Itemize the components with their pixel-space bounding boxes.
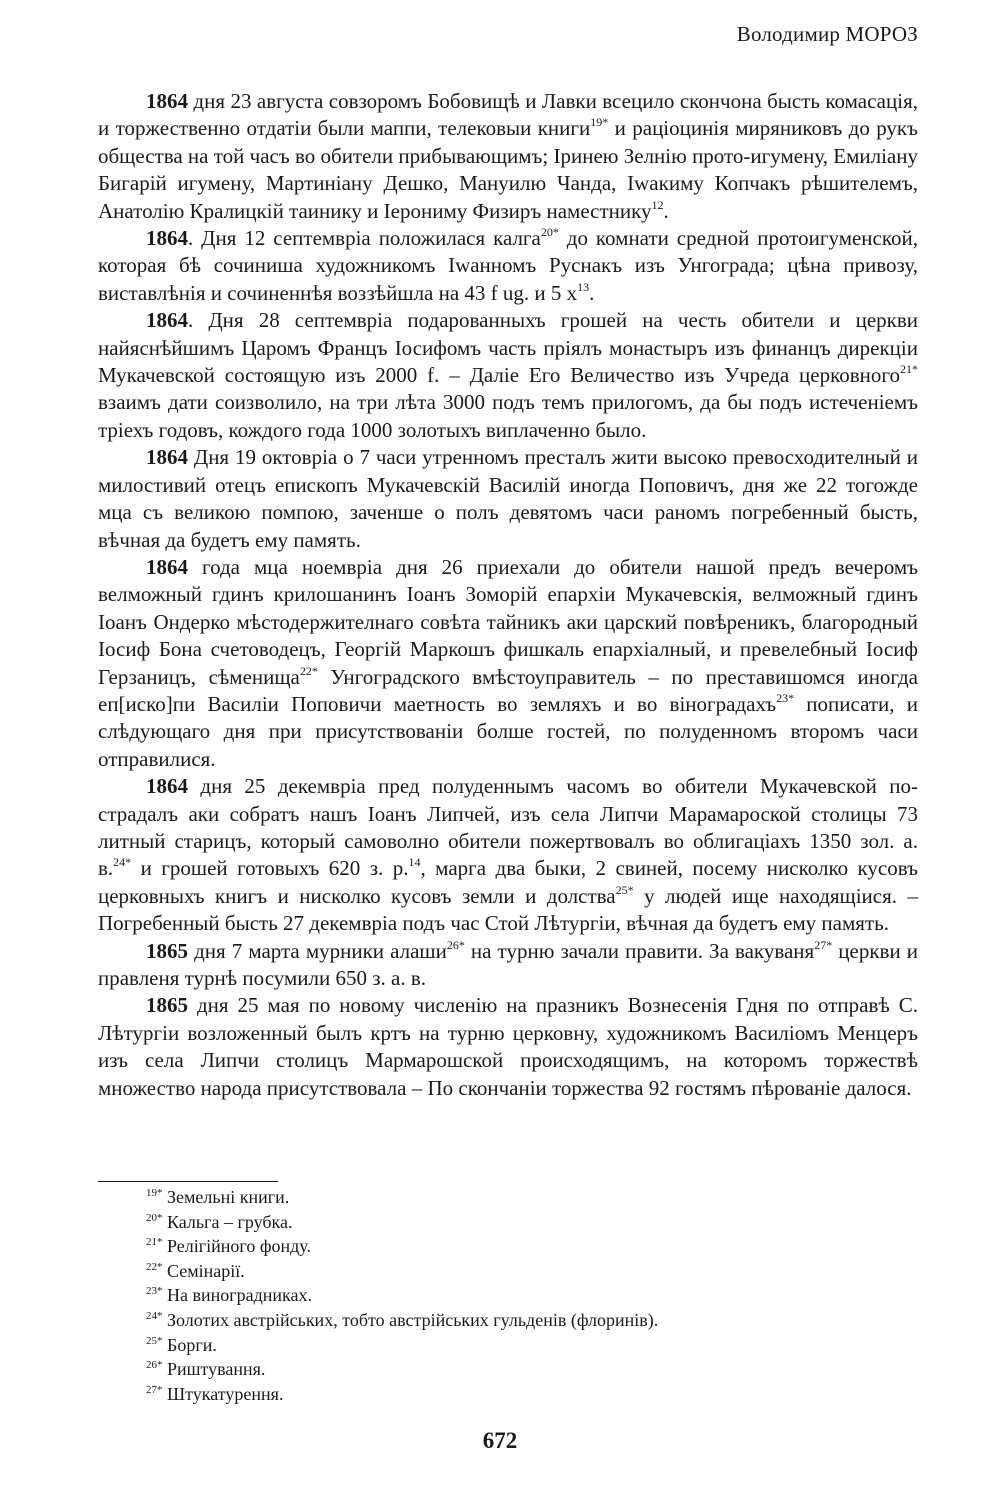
paragraph — [98, 554, 918, 773]
footnote-text: Борги. — [162, 1334, 217, 1355]
paragraph — [98, 773, 918, 937]
footnote-text: Семінарії. — [162, 1260, 245, 1281]
footnote — [146, 1333, 906, 1358]
footnote — [146, 1308, 906, 1333]
paragraph-year: 1865 — [146, 993, 188, 1018]
footnote-mark: 26* — [146, 1359, 163, 1372]
paragraph-text: Унгоградского вмѣстоуправитель – по преставишомся иногда еп[иско]пи Василіи Поповичи маетность во земляхъ и во віноградахъ — [98, 664, 919, 716]
paragraph-text: , марга два быки, 2 свиней, посему нисколко кусовъ церковныхъ книгъ и нисколко кусовъ земли и долства — [98, 856, 918, 908]
paragraph-text: . — [589, 280, 595, 305]
paragraph-text: . — [663, 198, 669, 223]
footnote — [146, 1382, 906, 1407]
footnote-divider — [98, 1181, 278, 1182]
page-number: 672 — [482, 1428, 518, 1453]
footnote-mark: 21* — [146, 1236, 163, 1249]
footnote — [146, 1357, 906, 1382]
paragraph — [98, 88, 918, 225]
paragraph-year: 1864 — [146, 308, 188, 333]
footnote-mark: 22* — [146, 1260, 163, 1273]
paragraph-text: . Дня 12 септемвріа положилася калга — [188, 226, 541, 251]
footnote-text: Релігійного фонду. — [162, 1236, 311, 1257]
footnote-mark: 25* — [146, 1334, 163, 1347]
paragraph-year: 1864 — [146, 774, 188, 799]
paragraph-text: дня 7 марта мурники алаши — [188, 938, 447, 963]
paragraph — [98, 225, 918, 307]
paragraph-text: дня 25 декемвріа пред полуденнымъ часомъ во обители Мукачевской пострадалъ аки собратъ нашъ Іоанъ Липчей, изъ села Липчи Марамароской столицы 73 литный старицъ, который самоволно обители пожертвовалъ во облигаціахъ 1350 зол. а. в. — [98, 774, 918, 881]
paragraph-text: у людей ище находящіися. – Погребенный бысть 27 декемвріа подъ час Стой Лѣтургіи, вѣчная да будетъ ему память. — [98, 883, 918, 936]
main-text — [98, 88, 918, 1102]
footnote — [146, 1283, 906, 1308]
footnote-mark: 24* — [146, 1309, 163, 1322]
paragraph-text: пописати, и слѣдующаго дня при присутствованіи болше гостей, по полуденномъ второмъ часи отправилися. — [98, 691, 919, 771]
footnote — [146, 1185, 906, 1210]
footnote-mark: 19* — [146, 1187, 163, 1199]
footnote — [146, 1234, 906, 1259]
paragraph-text: взаимъ дати соизволило, на три лѣта 3000 подъ темъ прилогомъ, да бы подъ истеченіемъ тріехъ годовъ, кождого года 1000 золотыхъ виплаченно было. — [98, 390, 918, 442]
footnote-ref: 21* — [900, 362, 918, 377]
paragraph — [98, 307, 918, 444]
footnote-ref: 13 — [577, 279, 590, 294]
paragraph-text: дня 25 мая по новому численію на празникъ Вознесенія Гдня по отправѣ С. Лѣтургіи возложенный былъ кртъ на турню церковну, художникомъ Василіомъ Менцеръ изъ села Липчи столицъ Мармарошской происходящимъ, на которомъ торжествѣ множество народа присутствовала – По скончаніи торжества 92 гостямъ пѣрованіе далося. — [98, 993, 918, 1100]
footnote-ref: 12 — [651, 197, 664, 212]
paragraph-text: Дня 19 октовріа о 7 часи утренномъ престалъ жити высоко превосходителный и милостивий отецъ епископъ Мукачевскій Василій иногда Поповичъ, дня же 22 тогожде мца съ великою помпою, заченше о полъ девятомъ часи раномъ погребенный бысть, вѣчная да будетъ ему память. — [98, 445, 918, 552]
footnote-text: На виноградниках. — [162, 1285, 313, 1306]
footnote-mark: 20* — [146, 1211, 163, 1224]
paragraph-year: 1864 — [146, 554, 188, 579]
footnote-text: Золотих австрійських, тобто австрійських гульденів (флоринів). — [162, 1309, 659, 1330]
footnote-ref: 23* — [776, 690, 795, 705]
paragraph-text: дня 23 августа совзоромъ Бобовищѣ и Лавки всецило скончона бысть комасація, и торжественно отдатіи были маппи, телековыи книги — [98, 89, 918, 141]
footnote-ref: 24* — [113, 855, 132, 870]
paragraph-text: года мца ноемвріа дня 26 приехали до обители нашой предъ вечеромъ велможный гдинъ крилошанинъ Іоанъ Зоморій епархіи Мукачевскія, велможный гдинъ Іоанъ Ондерко мѣстодержителнаго совѣта тайникъ аки царский повѣреникъ, благородный Іосиф Бона счетоводецъ, Георгій Маркошъ фишкаль епархіалный, и превелебный Іосиф Герзаницъ, сѣменища — [98, 554, 918, 689]
paragraph — [98, 938, 918, 993]
footnote — [146, 1259, 906, 1284]
footnotes — [146, 1185, 906, 1406]
footnote-ref: 19* — [590, 115, 609, 130]
paragraph-year: 1864 — [146, 445, 188, 470]
paragraph — [98, 444, 918, 554]
paragraph-year: 1864 — [146, 226, 188, 251]
footnote-text: Риштування. — [162, 1359, 266, 1380]
footnote-mark: 27* — [146, 1383, 163, 1396]
paragraph-text: и грошей готовыхъ 620 з. р. — [131, 856, 409, 881]
paragraph-text: церкви и правленя турнѣ посумили 650 з. а. в. — [98, 938, 919, 990]
paragraph-text: до комнати средной протоигуменской, которая бѣ сочиниша художникомъ Іwанномъ Руснакъ изъ Унгограда; цѣна привозу, виставлѣнія и сочиненнѣя воззѣйшла на 43 f ug. и 5 x — [98, 226, 918, 305]
footnote-ref: 22* — [299, 663, 318, 678]
footnote-ref: 26* — [446, 937, 465, 952]
footnote-text: Кальга – грубка. — [162, 1211, 293, 1232]
footnote-mark: 23* — [146, 1285, 163, 1298]
footnote-text: Штукатурення. — [162, 1383, 284, 1404]
paragraph-text: на турню зачали правити. За вакуваня — [464, 938, 815, 963]
paragraph-year: 1864 — [146, 89, 188, 113]
paragraph-text: . Дня 28 септемвріа подарованныхъ грошей на честь обители и церкви найяснѣйшимъ Царомъ Францъ Іосифомъ часть пріялъ монастыръ изъ финанцъ дирекціи Мукачевской состоящую изъ 2000 f. – Даліе Его Величество изъ Учреда церковного — [98, 308, 918, 388]
footnote — [146, 1210, 906, 1235]
footnote-ref: 14 — [408, 855, 421, 870]
paragraph-year: 1865 — [146, 938, 188, 963]
footnote-ref: 25* — [615, 882, 634, 897]
paragraph — [98, 992, 918, 1102]
running-head-author: Володимир МОРОЗ — [736, 22, 918, 46]
footnote-ref: 27* — [814, 937, 833, 952]
footnote-ref: 20* — [540, 225, 559, 240]
footnote-text: Земельні книги. — [162, 1187, 290, 1207]
paragraph-text: и раціоцинія миряниковъ до рукъ общества на той часъ во обители прибывающимъ; Іринею Зелнію прото-игумену, Емиліану Бигарій игумену, Мартиніану Дешко, Мануилю Чанда, Іwакиму Копчакъ рѣшителемъ, Анатолію Кралицкій таинику и Іерониму Физиръ наместнику — [98, 116, 918, 223]
